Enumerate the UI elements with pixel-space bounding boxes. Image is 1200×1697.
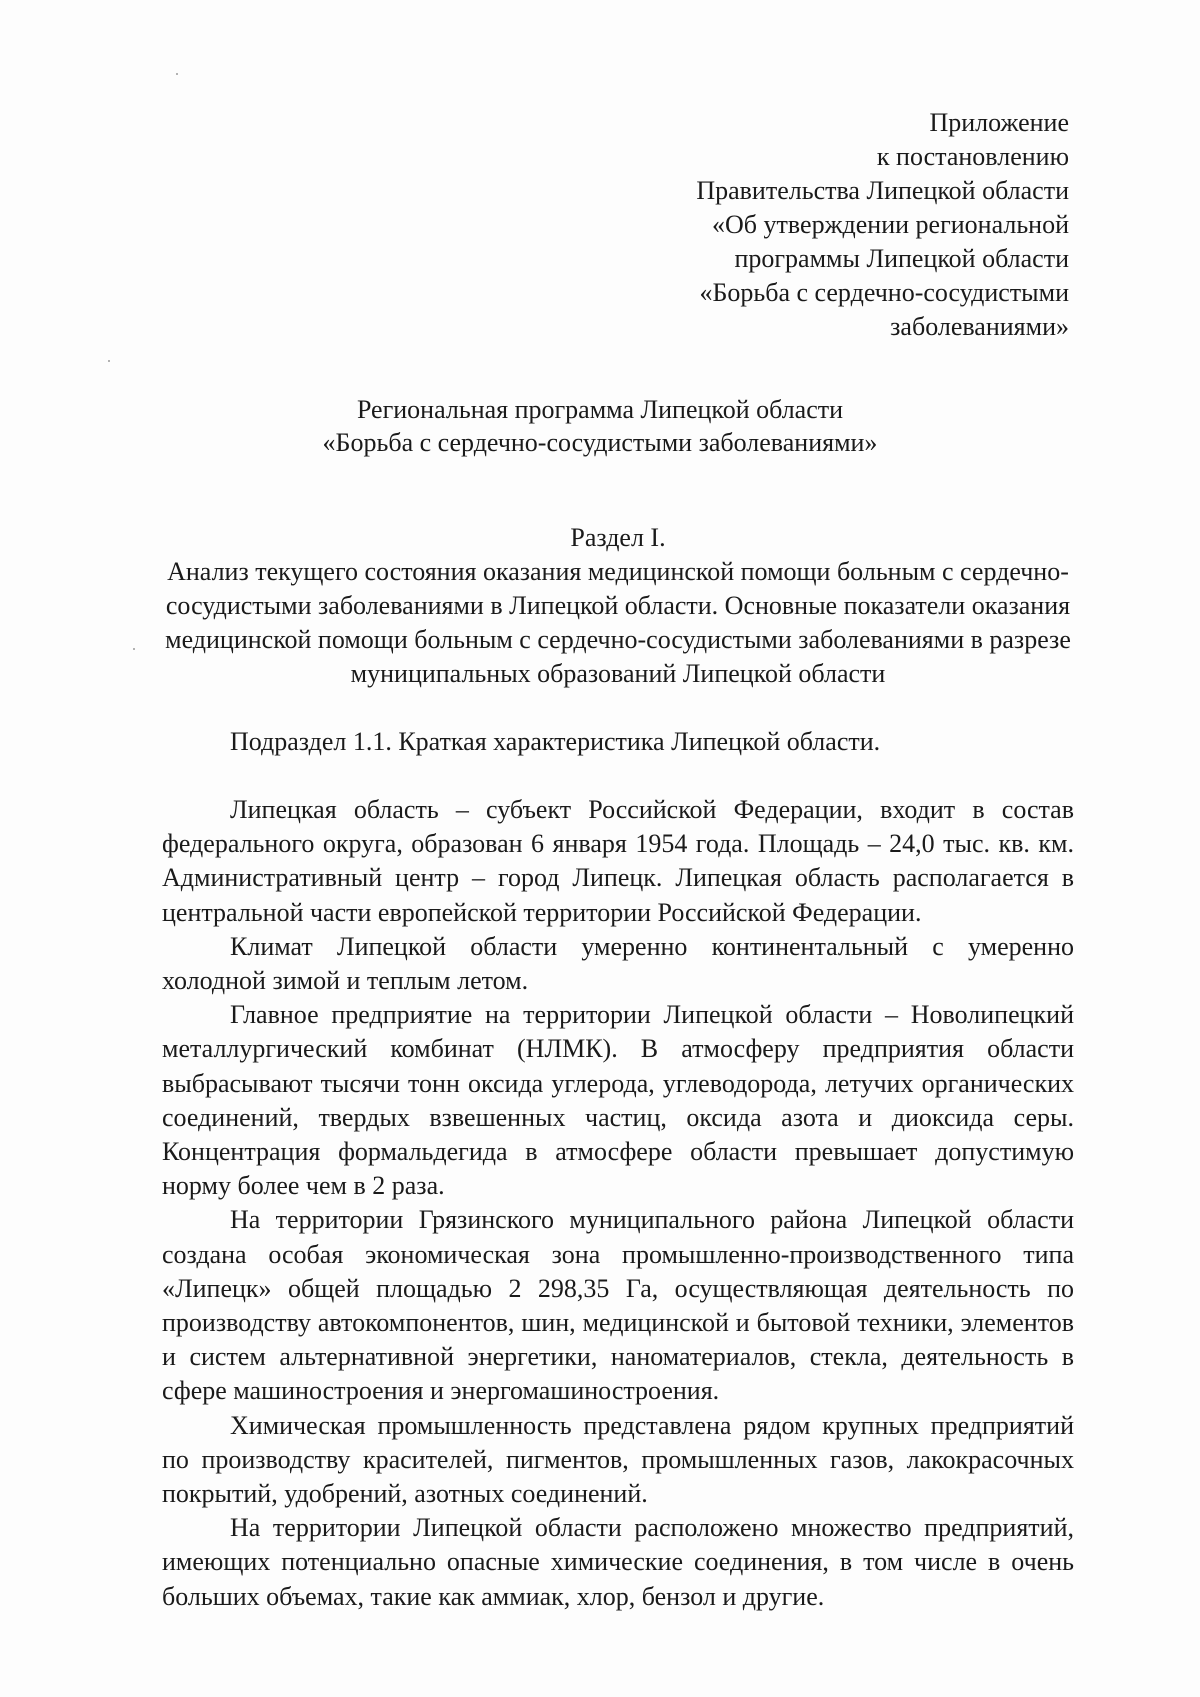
scan-speck — [133, 648, 135, 650]
subsection-title: Подраздел 1.1. Краткая характеристика Липецкой области. — [230, 727, 881, 756]
appendix-header — [696, 106, 1069, 344]
program-title — [0, 393, 1200, 459]
section-heading-line: Анализ текущего состояния оказания медицинской помощи больным с сердечно- — [167, 557, 1069, 586]
program-title-line: «Борьба с сердечно-сосудистыми заболеваниями» — [322, 428, 878, 457]
appendix-line: заболеваниями» — [890, 312, 1069, 341]
body-text — [162, 793, 1074, 1614]
paragraph: Климат Липецкой области умеренно континентальный с умеренно холодной зимой и теплым летом. — [162, 931, 1074, 996]
section-heading-line: медицинской помощи больным с сердечно-сосудистыми заболеваниями в разрезе — [165, 625, 1071, 654]
section-heading-line: муниципальных образований Липецкой области — [350, 659, 886, 688]
appendix-line: программы Липецкой области — [734, 244, 1069, 273]
paragraph: Липецкая область – субъект Российской Федерации, входит в состав федерального округа, образован 6 января 1954 года. Площадь – 24,0 тыс. кв. км. Административный центр – город Липецк. Липецкая область располагается в центральной части европейской территории Российской Федерации. — [162, 795, 1074, 927]
appendix-line: к постановлению — [876, 142, 1069, 171]
appendix-line: Приложение — [929, 108, 1069, 137]
scan-speck — [108, 360, 110, 362]
paragraph: На территории Грязинского муниципального района Липецкой области создана особая экономическая зона промышленно-производственного типа «Липецк» общей площадью 2 298,35 Га, осуществляющая деятельность по производству автокомпонентов, шин, медицинской и бытовой техники, элементов и систем альтернативной энергетики, наноматериалов, стекла, деятельность в сфере машиностроения и энергомашиностроения. — [162, 1205, 1074, 1406]
appendix-line: «Борьба с сердечно-сосудистыми — [699, 278, 1069, 307]
scan-speck — [176, 73, 178, 75]
paragraph: На территории Липецкой области расположено множество предприятий, имеющих потенциально опасные химические соединения, в том числе в очень больших объемах, такие как аммиак, хлор, бензол и другие. — [162, 1513, 1074, 1611]
section-label: Раздел I. — [570, 523, 666, 552]
appendix-line: Правительства Липецкой области — [696, 176, 1069, 205]
section-heading — [158, 521, 1078, 691]
section-heading-line: сосудистыми заболеваниями в Липецкой области. Основные показатели оказания — [165, 591, 1071, 620]
paragraph: Химическая промышленность представлена рядом крупных предприятий по производству красителей, пигментов, промышленных газов, лакокрасочных покрытий, удобрений, азотных соединений. — [162, 1410, 1074, 1509]
appendix-line: «Об утверждении региональной — [712, 210, 1069, 239]
program-title-line: Региональная программа Липецкой области — [356, 395, 844, 424]
paragraph: Главное предприятие на территории Липецкой области – Новолипецкий металлургический комбинат (НЛМК). В атмосферу предприятия области выбрасывают тысячи тонн оксида углерода, углеводорода, летучих органических соединений, твердых взвешенных частиц, оксида азота и диоксида серы. Концентрация формальдегида в атмосфере области превышает допустимую норму более чем в 2 раза. — [162, 1000, 1074, 1201]
